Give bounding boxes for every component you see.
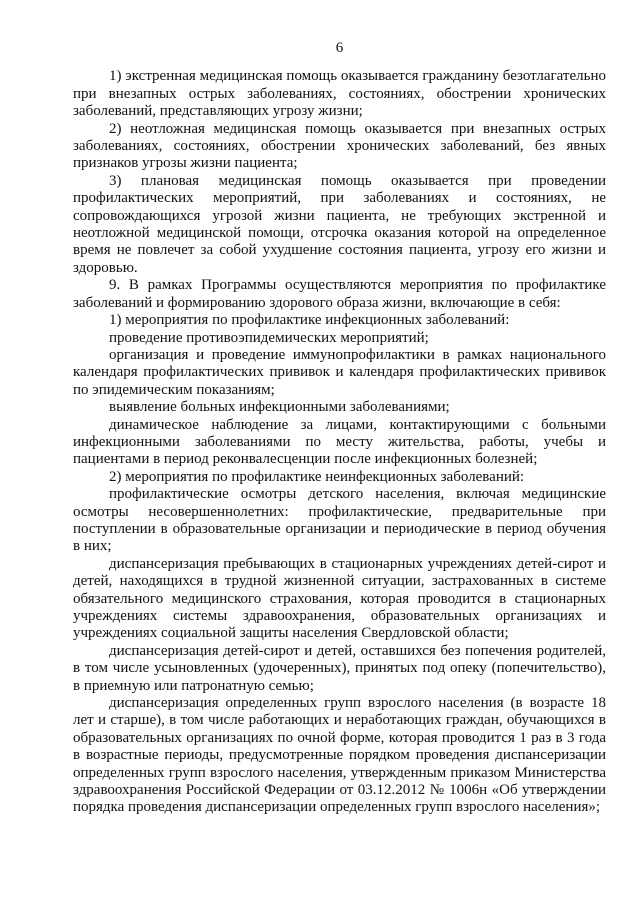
paragraph: диспансеризация детей-сирот и детей, оставшихся без попечения родителей, в том числе усыновленных (удочеренных), принятых под опеку (попечительство), в приемную или патронатную семью; <box>73 642 606 694</box>
paragraph: 3) плановая медицинская помощь оказывается при проведении профилактических мероприятий, при заболеваниях и состояниях, не сопровождающихся угрозой жизни пациента, не требующих экстренной и неотложной медицинской помощи, отсрочка оказания которой на определенное время не повлечет за собой ухудшение состояния пациента, угрозу его жизни и здоровью. <box>73 172 606 276</box>
paragraph: проведение противоэпидемических мероприятий; <box>109 329 429 346</box>
paragraph: 2) мероприятия по профилактике неинфекционных заболеваний: <box>109 468 525 485</box>
paragraph: 9. В рамках Программы осуществляются мероприятия по профилактике заболеваний и формированию здорового образа жизни, включающие в себя: <box>73 277 606 311</box>
paragraph: организация и проведение иммунопрофилактики в рамках национального календаря профилактических прививок и календаря профилактических прививок по эпидемическим показаниям; <box>73 346 606 398</box>
document-body <box>73 68 606 816</box>
paragraph: диспансеризация определенных групп взрослого населения (в возрасте 18 лет и старше), в том числе работающих и неработающих граждан, обучающихся в образовательных организациях по очной форме, которая проводится 1 раз в 3 года в возрастные периоды, предусмотренные порядком проведения диспансеризации определенных групп взрослого населения, утвержденным приказом Министерства здравоохранения Российской Федерации от 03.12.2012 № 1006н «Об утверждении порядка проведения диспансеризации определенных групп взрослого населения»; <box>73 695 606 816</box>
paragraph: выявление больных инфекционными заболеваниями; <box>109 399 450 416</box>
paragraph: 1) мероприятия по профилактике инфекционных заболеваний: <box>109 312 510 329</box>
paragraph: профилактические осмотры детского населения, включая медицинские осмотры несовершеннолетних: профилактические, предварительные при поступлении в образовательные организации и периодические в период обучения в них; <box>73 486 606 555</box>
paragraph: 1) экстренная медицинская помощь оказывается гражданину безотлагательно при внезапных острых заболеваниях, состояниях, обострении хронических заболеваний, представляющих угрозу жизни; <box>73 68 606 120</box>
paragraph: 2) неотложная медицинская помощь оказывается при внезапных острых заболеваниях, состояниях, обострении хронических заболеваний, без явных признаков угрозы жизни пациента; <box>73 120 606 172</box>
paragraph: диспансеризация пребывающих в стационарных учреждениях детей-сирот и детей, находящихся в трудной жизненной ситуации, застрахованных в системе обязательного медицинского страхования, которая проводится в стационарных учреждениях системы здравоохранения, образовательных организациях и учреждениях социальной защиты населения Свердловской области; <box>73 555 606 642</box>
page-number: 6 <box>335 40 344 56</box>
paragraph: динамическое наблюдение за лицами, контактирующими с больными инфекционными заболеваниями по месту жительства, работы, учебы и пациентами в период реконвалесценции после инфекционных болезней; <box>73 416 606 468</box>
document-page <box>73 40 606 817</box>
